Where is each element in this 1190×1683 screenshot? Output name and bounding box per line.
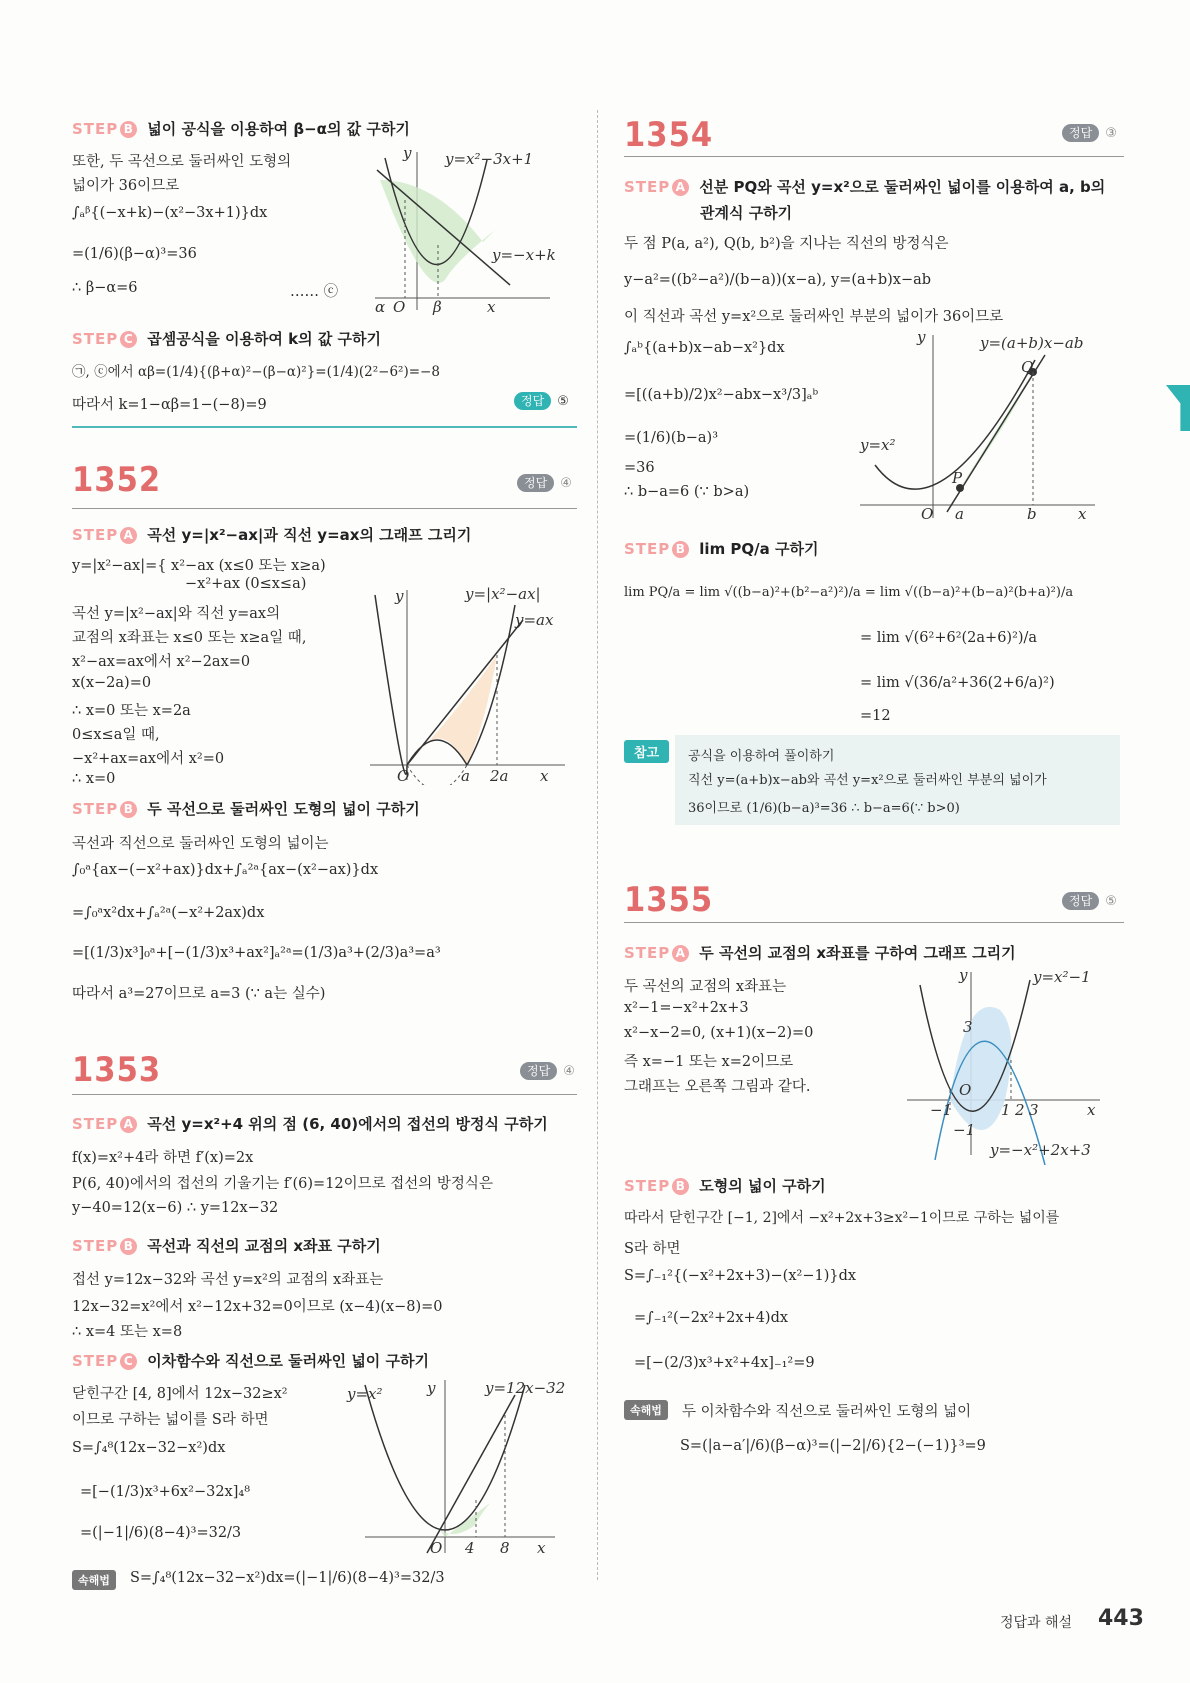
curve-label: y=|x²−ax| xyxy=(465,585,541,603)
origin-label: O xyxy=(393,298,406,315)
quick-method-line: S=∫₄⁸(12x−32−x²)dx=(|−1|/6)(8−4)³=32/3 xyxy=(130,1570,445,1586)
curve-label: y=x² xyxy=(347,1385,383,1403)
integral-line: ∫ₐᵝ{(−x+k)−(x²−3x+1)}dx xyxy=(72,205,268,221)
text-line: 곡선 y=|x²−ax|와 직선 y=ax의 xyxy=(72,606,281,622)
origin-label: O xyxy=(397,767,410,785)
text-line: 즉 x=−1 또는 x=2이므로 xyxy=(624,1054,794,1070)
a-label: a xyxy=(461,767,470,785)
text-line: x²−ax=ax에서 x²−2ax=0 xyxy=(72,654,251,670)
graph-parabola-secant xyxy=(855,330,1100,520)
text-line: =(1/6)(b−a)³ xyxy=(624,430,719,446)
text-line: S라 하면 xyxy=(624,1241,681,1257)
graph-parabola-tangent xyxy=(345,1375,570,1560)
text-line: y−40=12(x−6) ∴ y=12x−32 xyxy=(72,1200,279,1216)
step-b-heading: STEP B 곡선과 직선의 교점의 x좌표 구하기 xyxy=(72,1237,381,1255)
text-line: 0≤x≤a일 때, xyxy=(72,727,160,743)
two-a-label: 2a xyxy=(490,767,509,785)
limit-line: = lim √(6²+6²(2a+6)²)/a xyxy=(860,630,1038,646)
quick-method-tag: 속해법 xyxy=(72,1570,116,1590)
text-line: x²−1=−x²+2x+3 xyxy=(624,1000,749,1016)
text-line: ㉠, ⓒ에서 αβ=(1/4){(β+α)²−(β−α)²}=(1/4)(2²−6²)=−8 xyxy=(72,364,440,380)
text-line: −x²+ax=ax에서 x²=0 xyxy=(72,751,225,767)
step-c-heading: STEP C 이차함수와 직선으로 둘러싸인 넓이 구하기 xyxy=(72,1352,429,1370)
text-line: =(|−1|/6)(8−4)³=32/3 xyxy=(80,1525,242,1541)
line-label: y=ax xyxy=(515,611,554,629)
integral-line: ∫ₐᵇ{(a+b)x−ab−x²}dx xyxy=(624,340,785,356)
integral-line: S=∫₋₁²{(−x²+2x+3)−(x²−1)}dx xyxy=(624,1268,857,1284)
text-line: 이 직선과 곡선 y=x²으로 둘러싸인 부분의 넓이가 36이므로 xyxy=(624,309,1004,325)
text-line: =[−(2/3)x³+x²+4x]₋₁²=9 xyxy=(634,1355,815,1371)
problem-number: 1352 xyxy=(72,460,162,500)
minus-one-x-label: −1 xyxy=(930,1101,953,1119)
answer-badge: 정답 ③ xyxy=(1062,124,1117,142)
text-line: x(x−2a)=0 xyxy=(72,675,152,691)
quick-method-title: 두 이차함수와 직선으로 둘러싸인 도형의 넓이 xyxy=(682,1404,972,1420)
four-label: 4 xyxy=(465,1539,475,1557)
text-line: =12 xyxy=(860,708,891,724)
limit-line: lim PQ/a = lim √((b−a)²+(b²−a²)²)/a = lim √((b−a)²+(b−a)²(b+a)²)/a xyxy=(624,585,1074,600)
text-line: 그래프는 오른쪽 그림과 같다. xyxy=(624,1079,811,1095)
column-divider xyxy=(597,110,598,1580)
integral-line: =[−(1/3)x³+6x²−32x]₄⁸ xyxy=(80,1484,251,1500)
x-axis-label: x xyxy=(487,298,496,315)
curve2-label: y=−x²+2x+3 xyxy=(990,1141,1091,1159)
text-line: ∴ b−a=6 (∵ b>a) xyxy=(624,484,750,500)
a-label: a xyxy=(955,505,964,520)
section-rule xyxy=(72,1094,577,1095)
text-line: =36 xyxy=(624,460,655,476)
text-line: 곡선과 직선으로 둘러싸인 도형의 넓이는 xyxy=(72,836,329,852)
text-line: y=|x²−ax|={ x²−ax (x≤0 또는 x≥a) xyxy=(72,558,326,574)
beta-label: β xyxy=(433,298,442,315)
text-line: 또한, 두 곡선으로 둘러싸인 도형의 xyxy=(72,154,292,170)
step-c-heading: STEP C 곱셈공식을 이용하여 k의 값 구하기 xyxy=(72,330,382,348)
x-axis-label: x xyxy=(1087,1101,1096,1119)
minus-one-y-label: −1 xyxy=(953,1121,976,1139)
equation-marker: …… ⓒ xyxy=(290,284,339,300)
text-line: ∴ β−α=6 xyxy=(72,280,138,296)
text-line: 따라서 닫힌구간 [−1, 2]에서 −x²+2x+3≥x²−1이므로 구하는 넓이를 xyxy=(624,1210,1060,1226)
graph-abs-parabola xyxy=(365,585,575,785)
step-a-heading: STEP A 곡선 y=x²+4 위의 점 (6, 40)에서의 접선의 방정식 구하기 xyxy=(72,1115,548,1133)
one-label: 1 xyxy=(1001,1101,1011,1119)
answer-badge: 정답 ⑤ xyxy=(1062,892,1117,910)
text-line: 12x−32=x²에서 x²−12x+32=0이므로 (x−4)(x−8)=0 xyxy=(72,1299,443,1315)
curve-label: y=x²−3x+1 xyxy=(445,150,534,168)
text-line: 두 곡선의 교점의 x좌표는 xyxy=(624,979,787,995)
y-axis-label: y xyxy=(395,587,404,605)
problem-number: 1353 xyxy=(72,1050,162,1090)
text-line: P(6, 40)에서의 접선의 기울기는 f′(6)=12이므로 접선의 방정식은 xyxy=(72,1176,493,1192)
origin-label: O xyxy=(921,505,934,520)
integral-line: =[((a+b)/2)x²−abx−x³/3]ₐᵇ xyxy=(624,387,819,403)
x-axis-label: x xyxy=(540,767,549,785)
integral-line: ∫₀ᵃ{ax−(−x²+ax)}dx+∫ₐ²ᵃ{ax−(x²−ax)}dx xyxy=(72,862,379,878)
x-axis-label: x xyxy=(537,1539,546,1557)
curve1-label: y=x²−1 xyxy=(1033,970,1091,986)
text-line: f(x)=x²+4라 하면 f′(x)=2x xyxy=(72,1150,254,1166)
graph-two-parabolas xyxy=(905,970,1120,1165)
problem-number: 1355 xyxy=(624,880,714,920)
alpha-label: α xyxy=(375,298,386,315)
text-line: 교점의 x좌표는 x≤0 또는 x≥a일 때, xyxy=(72,630,307,646)
step-a-heading-cont: 관계식 구하기 xyxy=(700,204,793,222)
note-tag: 참고 xyxy=(624,740,669,763)
origin-label: O xyxy=(430,1539,443,1557)
integral-line: =∫₋₁²(−2x²+2x+4)dx xyxy=(634,1310,789,1326)
text-line: 닫힌구간 [4, 8]에서 12x−32≥x² xyxy=(72,1386,288,1402)
answer-badge: 정답 ④ xyxy=(520,1062,575,1080)
step-a-heading: STEP A 선분 PQ와 곡선 y=x²으로 둘러싸인 넓이를 이용하여 a, b의 xyxy=(624,178,1106,196)
eight-label: 8 xyxy=(500,1539,510,1557)
answer-badge: 정답 ⑤ xyxy=(514,392,569,410)
text-line: 따라서 a³=27이므로 a=3 (∵ a는 실수) xyxy=(72,986,326,1002)
text-line: 접선 y=12x−32와 곡선 y=x²의 교점의 x좌표는 xyxy=(72,1272,384,1288)
limit-line: = lim √(36/a²+36(2+6/a)²) xyxy=(860,675,1055,691)
note-line: 공식을 이용하여 풀이하기 xyxy=(688,749,835,764)
three-y-label: 3 xyxy=(963,1018,973,1036)
text-line: ∴ x=4 또는 x=8 xyxy=(72,1324,183,1340)
step-a-heading: STEP A 두 곡선의 교점의 x좌표를 구하여 그래프 그리기 xyxy=(624,944,1016,962)
b-label: b xyxy=(1027,505,1037,520)
line-label: y=12x−32 xyxy=(485,1379,566,1397)
step-b-heading: STEP B 도형의 넓이 구하기 xyxy=(624,1177,826,1195)
graph-parabola-line xyxy=(365,150,565,315)
note-line: 36이므로 (1/6)(b−a)³=36 ∴ b−a=6(∵ b>0) xyxy=(688,801,960,816)
text-line: ∴ x=0 또는 x=2a xyxy=(72,703,191,719)
step-b-heading: STEP B 두 곡선으로 둘러싸인 도형의 넓이 구하기 xyxy=(72,800,420,818)
quick-method-line: S=(|a−a′|/6)(β−α)³=(|−2|/6){2−(−1)}³=9 xyxy=(680,1438,986,1454)
text-line: y−a²=((b²−a²)/(b−a))(x−a), y=(a+b)x−ab xyxy=(624,272,932,288)
text-line: −x²+ax (0≤x≤a) xyxy=(185,576,307,592)
text-line: ∴ x=0 xyxy=(72,771,116,787)
text-line: 넓이가 36이므로 xyxy=(72,178,180,194)
y-axis-label: y xyxy=(917,330,926,346)
text-line: 두 점 P(a, a²), Q(b, b²)을 지나는 직선의 방정식은 xyxy=(624,236,949,252)
quick-method-tag: 속해법 xyxy=(624,1400,668,1420)
y-axis-label: y xyxy=(427,1379,436,1397)
three-x-label: 3 xyxy=(1029,1101,1039,1119)
section-divider xyxy=(72,426,577,428)
step-a-heading: STEP A 곡선 y=|x²−ax|과 직선 y=ax의 그래프 그리기 xyxy=(72,526,472,544)
origin-label: O xyxy=(959,1081,972,1099)
step-b-heading: STEP B lim PQ/a 구하기 xyxy=(624,540,819,558)
note-line: 직선 y=(a+b)x−ab와 곡선 y=x²으로 둘러싸인 부분의 넓이가 xyxy=(688,773,1047,788)
section-rule xyxy=(624,156,1124,157)
integral-line: S=∫₄⁸(12x−32−x²)dx xyxy=(72,1440,226,1456)
section-rule xyxy=(72,508,577,509)
integral-line: =[(1/3)x³]₀ᵃ+[−(1/3)x³+ax²]ₐ²ᵃ=(1/3)a³+(2/3)a³=a³ xyxy=(72,945,441,961)
text-line: 이므로 구하는 넓이를 S라 하면 xyxy=(72,1412,269,1428)
two-label: 2 xyxy=(1015,1101,1025,1119)
text-line: 따라서 k=1−αβ=1−(−8)=9 xyxy=(72,397,267,413)
x-axis-label: x xyxy=(1078,505,1087,520)
curve-label: y=x² xyxy=(860,436,896,454)
step-b-heading: STEP B 넓이 공식을 이용하여 β−α의 값 구하기 xyxy=(72,120,410,138)
y-axis-label: y xyxy=(959,970,968,984)
problem-number: 1354 xyxy=(624,115,714,155)
text-line: =(1/6)(β−α)³=36 xyxy=(72,246,197,262)
answer-badge: 정답 ④ xyxy=(517,474,572,492)
y-axis-label: y xyxy=(403,150,412,162)
text-line: x²−x−2=0, (x+1)(x−2)=0 xyxy=(624,1025,814,1041)
p-label: P xyxy=(952,469,963,487)
q-label: Q xyxy=(1021,358,1034,376)
chapter-tab xyxy=(1166,385,1190,431)
integral-line: =∫₀ᵃx²dx+∫ₐ²ᵃ(−x²+2ax)dx xyxy=(72,905,265,921)
page-number: 443 xyxy=(1098,1606,1144,1631)
line-label: y=−x+k xyxy=(492,246,556,264)
section-rule xyxy=(624,922,1124,923)
line-label: y=(a+b)x−ab xyxy=(980,334,1084,352)
footer-label: 정답과 해설 xyxy=(1000,1615,1073,1631)
